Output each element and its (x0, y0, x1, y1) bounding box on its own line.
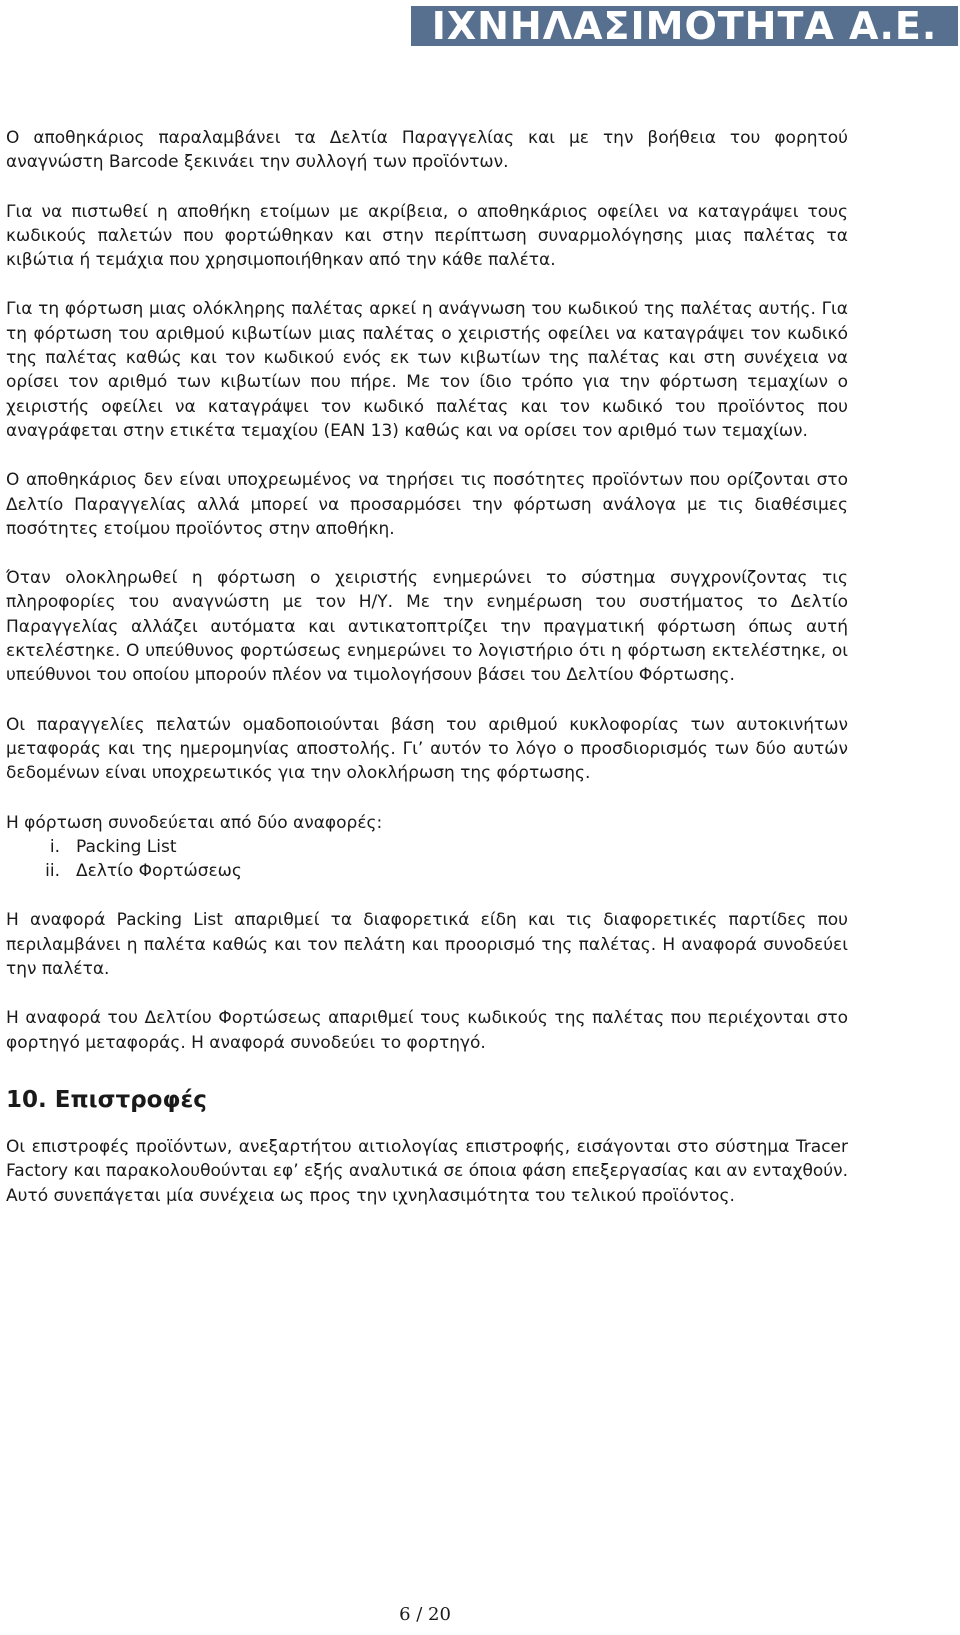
paragraph-pallet-loading: Για τη φόρτωση μιας ολόκληρης παλέτας αρκεί η ανάγνωση του κωδικού της παλέτας αυτής. Για τη φόρτωση του αριθμού κιβωτίων μιας παλέτας ο χειριστής οφείλει να καταγράψει τον κωδικό της παλέτας καθώς και τον κωδικού ενός εκ των κιβωτίων της παλέτας και στη συνέχεια να ορίσει τον αριθμό των κιβωτίων που πήρε. Με τον ίδιο τρόπο για την φόρτωση τεμαχίων ο χειριστής οφείλει να καταγράψει τον κωδικό παλέτας και τον κωδικό του προϊόντος που αναγράφεται στην ετικέτα τεμαχίου (EAN 13) καθώς και να ορίσει τον αριθμό των τεμαχίων. (6, 299, 848, 441)
list-item (6, 835, 848, 859)
list-item (6, 859, 848, 883)
document-body (6, 126, 848, 1233)
paragraph-quantity-adjustment: Ο αποθηκάριος δεν είναι υποχρεωμένος να τηρήσει τις ποσότητες προϊόντων που ορίζονται στο Δελτίο Παραγγελίας αλλά μπορεί να προσαρμόσει την φόρτωση ανάλογα με τις διαθέσιμες ποσότητες ετοίμου προϊόντος στην αποθήκη. (6, 470, 848, 539)
paragraph-system-sync: Όταν ολοκληρωθεί η φόρτωση ο χειριστής ενημερώνει το σύστημα συγχρονίζοντας τις πληροφορίες του αναγνώστη με τον Η/Υ. Με την ενημέρωση του συστήματος το Δελτίο Παραγγελίας αλλάζει αυτόματα και αντικατοπτρίζει την πραγματική φόρτωση όπως αυτή εκτελέστηκε. Ο υπεύθυνος φορτώσεως ενημερώνει το λογιστήριο ότι η φόρτωση εκτελέστηκε, οι υπεύθυνοι του οποίου μπορούν πλέον να τιμολογήσουν βάσει του Δελτίου Φόρτωσης. (6, 568, 848, 686)
list-item-label: Δελτίο Φορτώσεως (76, 861, 242, 882)
company-logo (411, 6, 958, 46)
page-number: 6 / 20 (399, 1604, 451, 1625)
paragraph-loading-slip: Η αναφορά του Δελτίου Φορτώσεως απαριθμεί τους κωδικούς της παλέτας που περιέχονται στο φορτηγό μεταφοράς. Η αναφορά συνοδεύει το φορτηγό. (6, 1008, 848, 1053)
paragraph-warehouse-receipt: Ο αποθηκάριος παραλαμβάνει τα Δελτία Παραγγελίας και με την βοήθεια του φορητού αναγνώστη Barcode ξεκινάει την συλλογή των προϊόντων. (6, 128, 848, 173)
list-item-number: i. (49, 836, 60, 857)
section-heading-returns: 10. Επιστροφές (6, 1086, 207, 1113)
paragraph-reports-intro: Η φόρτωση συνοδεύεται από δύο αναφορές: (6, 812, 383, 833)
paragraph-order-grouping: Οι παραγγελίες πελατών ομαδοποιούνται βάση του αριθμού κυκλοφορίας των αυτοκινήτων μεταφοράς και της ημερομηνίας αποστολής. Γι’ αυτόν το λόγο ο προσδιορισμός των δύο αυτών δεδομένων είναι υποχρεωτικός για την ολοκλήρωση της φόρτωσης. (6, 714, 848, 784)
list-item-number: ii. (45, 861, 60, 882)
company-logo-text: ΙΧΝΗΛΑΣΙΜΟΤΗΤΑ Α.Ε. (431, 4, 938, 48)
list-item-label: Packing List (76, 836, 177, 857)
paragraph-returns: Οι επιστροφές προϊόντων, ανεξαρτήτου αιτιολογίας επιστροφής, εισάγονται στο σύστημα Tracer Factory και παρακολουθούνται εφ’ εξής αναλυτικά σε όποια φάση επεξεργασίας και αν ενταχθούν. Αυτό συνεπάγεται μία συνέχεια ως προς την ιχνηλασιμότητα του τελικού προϊόντος. (6, 1136, 848, 1206)
reports-list (6, 835, 848, 884)
paragraph-packing-list: Η αναφορά Packing List απαριθμεί τα διαφορετικά είδη και τις διαφορετικές παρτίδες που περιλαμβάνει η παλέτα καθώς και τον πελάτη και προορισμό της παλέτας. Η αναφορά συνοδεύει την παλέτα. (6, 910, 848, 980)
paragraph-warehouse-credit: Για να πιστωθεί η αποθήκη ετοίμων με ακρίβεια, ο αποθηκάριος οφείλει να καταγράψει τους κωδικούς παλετών που φορτώθηκαν και στην περίπτωση συναρμολόγησης μιας παλέτας τα κιβώτια ή τεμάχια που χρησιμοποιήθηκαν από την κάθε παλέτα. (6, 201, 848, 271)
